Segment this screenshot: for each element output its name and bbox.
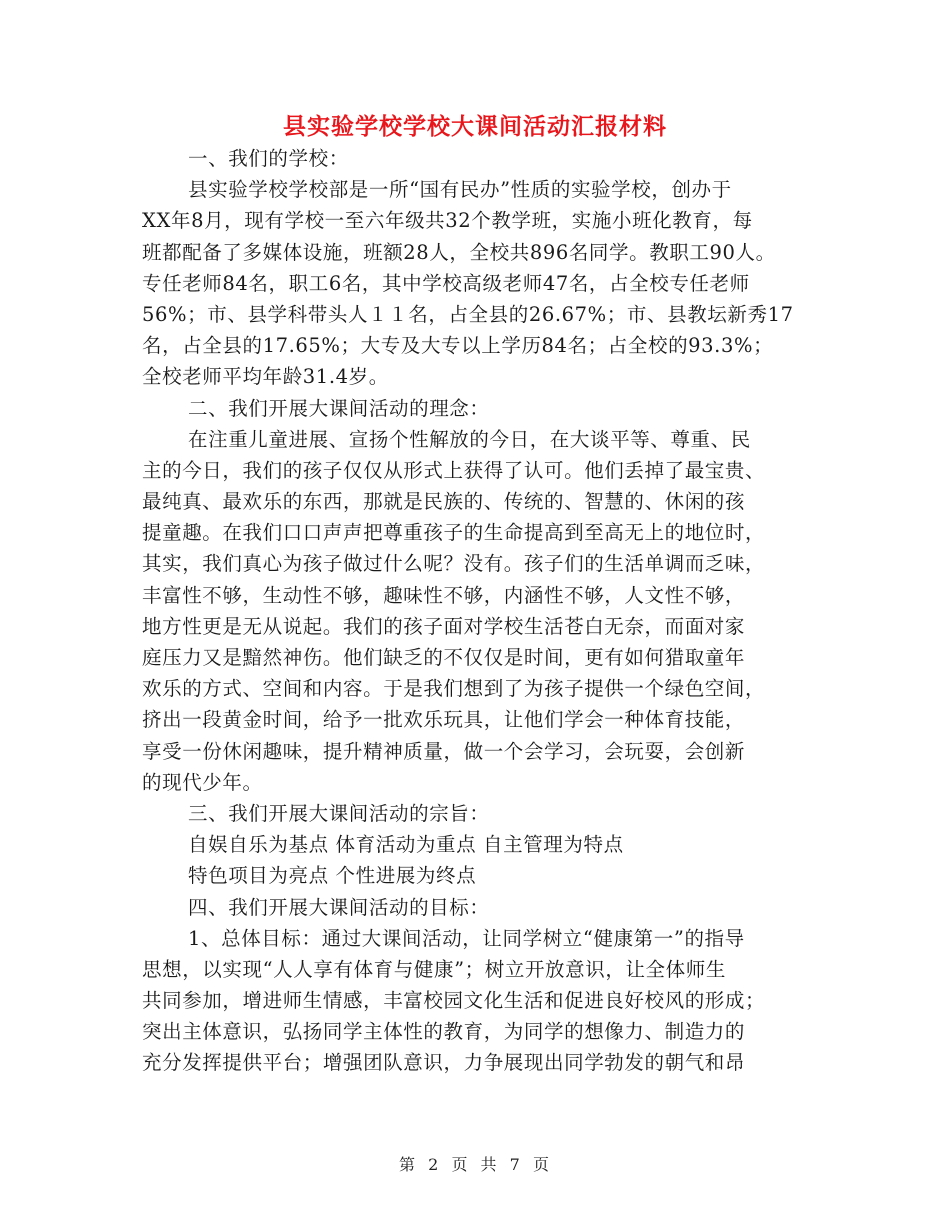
document-title: 县实验学校学校大课间活动汇报材料: [283, 113, 667, 140]
paragraph-line: 充分发挥提供平台；增强团队意识，力争展现出同学勃发的朝气和昂: [142, 1051, 746, 1075]
paragraph-line: 最纯真、最欢乐的东西，那就是民族的、传统的、智慧的、休闲的孩: [142, 490, 746, 514]
footer-total-pages: 7: [509, 1155, 522, 1174]
footer-gong: 共: [480, 1155, 499, 1174]
paragraph-line: 班都配备了多媒体设施，班额28人，全校共896名同学。教职工90人。: [142, 240, 776, 264]
paragraph-line: 全校老师平均年龄31.4岁。: [142, 365, 389, 389]
paragraph-line: 其实，我们真心为孩子做过什么呢？没有。孩子们的生活单调而乏味，: [142, 552, 766, 576]
paragraph-line: 特色项目为亮点 个性进展为终点: [188, 864, 477, 888]
footer-ye: 页: [451, 1155, 470, 1174]
footer-di: 第: [399, 1155, 418, 1174]
paragraph-line: 56%；市、县学科带头人１１名，占全县的26.67%；市、县教坛新秀17: [142, 302, 794, 326]
paragraph-line: 享受一份休闲趣味，提升精神质量，做一个会学习，会玩耍，会创新: [142, 739, 746, 763]
paragraph-line: 1、总体目标：通过大课间活动，让同学树立“健康第一”的指导: [188, 926, 745, 950]
paragraph-line: 丰富性不够，生动性不够，趣味性不够，内涵性不够，人文性不够，: [142, 583, 746, 607]
paragraph-line: 提童趣。在我们口口声声把尊重孩子的生命提高到至高无上的地位时，: [142, 521, 766, 545]
paragraph-line: 地方性更是无从说起。我们的孩子面对学校生活苍白无奈，而面对家: [142, 614, 746, 638]
paragraph-line: 的现代少年。: [142, 770, 263, 794]
paragraph-line: 三、我们开展大课间活动的宗旨：: [188, 801, 490, 825]
paragraph-line: 在注重儿童进展、宣扬个性解放的今日，在大谈平等、尊重、民: [188, 427, 751, 451]
paragraph-line: 名，占全县的17.65%；大专及大专以上学历84名；占全校的93.3%；: [142, 334, 774, 358]
paragraph-line: 欢乐的方式、空间和内容。于是我们想到了为孩子提供一个绿色空间，: [142, 677, 766, 701]
paragraph-line: 四、我们开展大课间活动的目标：: [188, 895, 490, 919]
paragraph-line: 专任老师84名，职工6名，其中学校高级老师47名，占全校专任老师: [142, 271, 750, 295]
footer-ye2: 页: [532, 1155, 551, 1174]
paragraph-line: 突出主体意识，弘扬同学主体性的教育，为同学的想像力、制造力的: [142, 1020, 746, 1044]
footer-current-page: 2: [428, 1155, 441, 1174]
paragraph-line: 二、我们开展大课间活动的理念：: [188, 396, 490, 420]
paragraph-line: 自娱自乐为基点 体育活动为重点 自主管理为特点: [188, 833, 624, 857]
paragraph-line: 县实验学校学校部是一所“国有民办”性质的实验学校，创办于: [188, 178, 732, 202]
paragraph-line: XX年8月，现有学校一至六年级共32个教学班，实施小班化教育，每: [142, 209, 753, 233]
paragraph-line: 主的今日，我们的孩子仅仅从形式上获得了认可。他们丢掉了最宝贵、: [142, 458, 766, 482]
paragraph-line: 挤出一段黄金时间，给予一批欢乐玩具，让他们学会一种体育技能，: [142, 708, 746, 732]
paragraph-line: 思想，以实现“人人享有体育与健康”；树立开放意识，让全体师生: [142, 957, 726, 981]
paragraph-line: 一、我们的学校：: [188, 147, 349, 170]
page-footer: [0, 1152, 950, 1175]
paragraph-line: 共同参加，增进师生情感，丰富校园文化生活和促进良好校风的形成；: [142, 989, 766, 1013]
document-body: [142, 143, 832, 1079]
paragraph-line: 庭压力又是黯然神伤。他们缺乏的不仅仅是时间，更有如何猎取童年: [142, 646, 746, 669]
